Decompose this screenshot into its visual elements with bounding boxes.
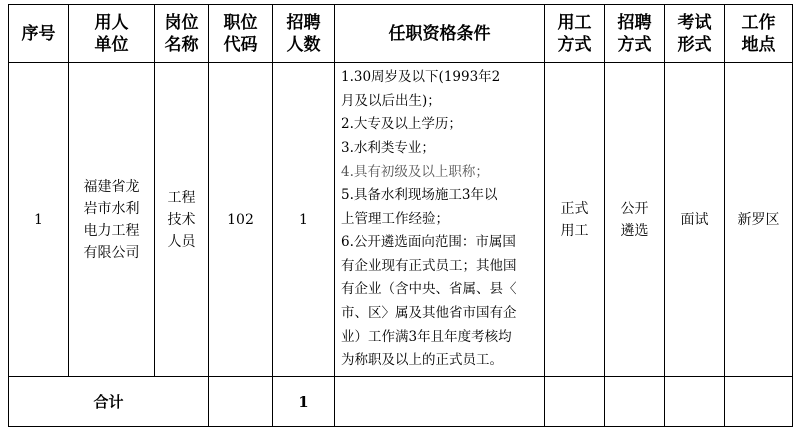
requirement-line: 上管理工作经验；: [341, 210, 449, 227]
header-position: 岗位 名称: [155, 5, 209, 63]
cell-index: 1: [9, 63, 69, 377]
header-requirements: 任职资格条件: [335, 5, 545, 63]
header-code: 职位 代码: [209, 5, 273, 63]
requirement-line: 1.30周岁及以下(1993年2: [341, 69, 501, 86]
requirement-line: 市、区〉属及其他省市国有企: [341, 305, 517, 322]
cell-code: 102: [209, 63, 273, 377]
recruitment-table: [8, 4, 793, 427]
requirement-line: 3.水利类专业；: [341, 139, 435, 156]
cell-employment-type: 正式 用工: [545, 63, 605, 377]
cell-position: 工程 技术 人员: [155, 63, 209, 377]
cell-location: 新罗区: [725, 63, 793, 377]
total-empty-employment-type: [545, 377, 605, 427]
header-headcount: 招聘 人数: [273, 5, 335, 63]
requirement-line: 6.公开遴选面向范围：市属国: [341, 234, 516, 251]
requirement-line: 有企业现有正式员工；其他国: [341, 257, 517, 274]
header-row: [9, 5, 793, 63]
total-headcount: 1: [273, 377, 335, 427]
cell-headcount: 1: [273, 63, 335, 377]
requirement-line: 业）工作满3年且年度考核均: [341, 328, 512, 345]
cell-exam-form: 面试: [665, 63, 725, 377]
total-row: [9, 377, 793, 427]
header-employment-type: 用工 方式: [545, 5, 605, 63]
requirement-line: 月及以后出生)；: [341, 92, 441, 109]
header-employer: 用人 单位: [69, 5, 155, 63]
requirement-line: 为称职及以上的正式员工。: [341, 352, 503, 369]
total-empty-requirements: [335, 377, 545, 427]
total-empty-recruit-method: [605, 377, 665, 427]
requirements-list: [335, 64, 544, 375]
requirement-line: 4.具有初级及以上职称；: [341, 163, 489, 180]
requirement-line: 2.大专及以上学历；: [341, 116, 462, 133]
total-empty-exam-form: [665, 377, 725, 427]
header-recruit-method: 招聘 方式: [605, 5, 665, 63]
requirement-line: 5.具备水利现场施工3年以: [341, 187, 498, 204]
header-index: 序号: [9, 5, 69, 63]
cell-requirements: [335, 63, 545, 377]
requirement-line: 有企业（含中央、省属、县〈: [341, 281, 517, 298]
cell-recruit-method: 公开 遴选: [605, 63, 665, 377]
total-label: 合计: [9, 377, 209, 427]
cell-employer: 福建省龙 岩市水利 电力工程 有限公司: [69, 63, 155, 377]
header-location: 工作 地点: [725, 5, 793, 63]
header-exam-form: 考试 形式: [665, 5, 725, 63]
table-row: [9, 63, 793, 377]
total-empty-location: [725, 377, 793, 427]
total-empty-code: [209, 377, 273, 427]
